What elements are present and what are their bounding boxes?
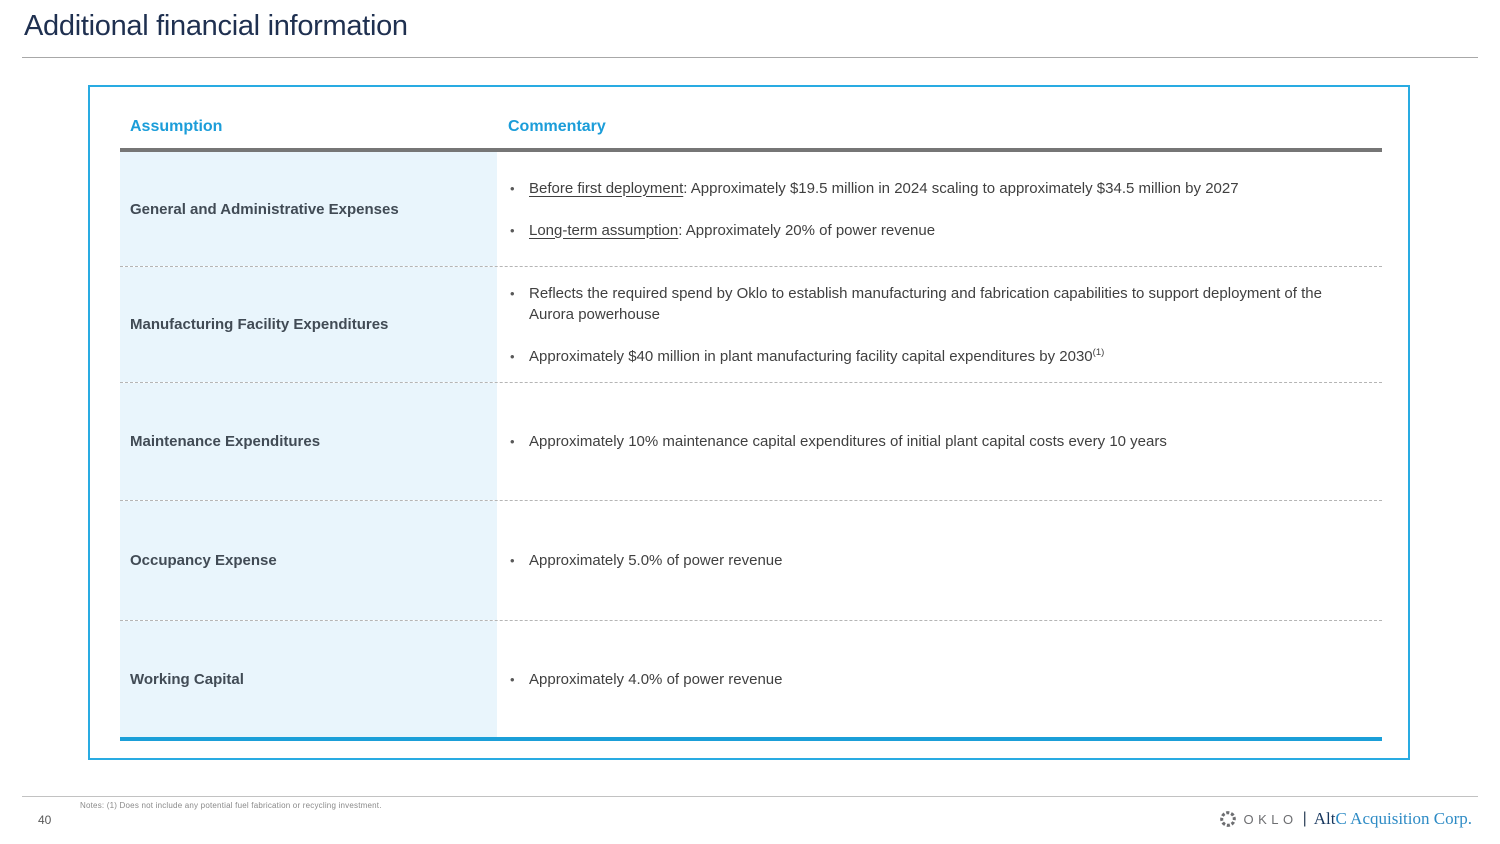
bullet-icon: •: [510, 285, 515, 301]
bullet-icon: •: [510, 348, 515, 364]
commentary-cell: [497, 383, 1382, 500]
bullet-icon: •: [510, 222, 515, 238]
commentary-cell: [497, 267, 1382, 382]
bullet-lead: Long-term assumption: [529, 221, 679, 239]
table-header-row: [120, 87, 1382, 148]
page-number: 40: [38, 813, 52, 827]
bullet-item: [508, 283, 1368, 325]
table-row: [120, 620, 1382, 737]
bullet-text: Reflects the required spend by Oklo to establish manufacturing and fabrication capabilities to support deployment of the Aurora powerhouse: [529, 284, 1322, 323]
page-title: Additional financial information: [24, 10, 408, 42]
bullet-icon: •: [510, 671, 515, 687]
bullet-item: [508, 669, 1368, 690]
table-row: [120, 382, 1382, 500]
assumptions-table: [120, 87, 1382, 741]
assumption-cell: General and Administrative Expenses: [120, 152, 497, 266]
assumption-cell: Working Capital: [120, 621, 497, 737]
bullet-text: : Approximately 20% of power revenue: [678, 221, 936, 239]
bullet-item: [508, 220, 1368, 241]
footnote-marker: (1): [1092, 346, 1105, 358]
commentary-cell: [497, 152, 1382, 266]
bullet-text: Approximately 5.0% of power revenue: [529, 552, 783, 569]
bullet-item: [508, 346, 1368, 367]
assumption-cell: Maintenance Expenditures: [120, 383, 497, 500]
column-header-commentary: Commentary: [508, 118, 606, 135]
bullet-item: [508, 550, 1368, 571]
bullet-text: Approximately 4.0% of power revenue: [529, 670, 783, 688]
bullet-lead: Before first deployment: [529, 179, 684, 197]
assumptions-card: [88, 85, 1410, 760]
commentary-cell: [497, 501, 1382, 620]
bullet-text: Approximately 10% maintenance capital expenditures of initial plant capital costs every 10 years: [529, 433, 1167, 450]
bullet-text: Approximately $40 million in plant manufacturing facility capital expenditures by 2030: [529, 347, 1093, 365]
bullet-text: : Approximately $19.5 million in 2024 scaling to approximately $34.5 million by 2027: [683, 179, 1239, 197]
bullet-icon: •: [510, 434, 515, 449]
title-divider: [22, 57, 1478, 58]
company-logo: [1219, 804, 1473, 834]
commentary-cell: [497, 621, 1382, 737]
assumption-cell: Manufacturing Facility Expenditures: [120, 267, 497, 382]
bullet-icon: •: [510, 180, 515, 196]
column-header-assumption: Assumption: [130, 118, 223, 135]
bullet-icon: •: [510, 553, 515, 568]
altc-wordmark: AltC Acquisition Corp.: [1313, 809, 1472, 828]
table-row: [120, 152, 1382, 266]
assumption-cell: Occupancy Expense: [120, 501, 497, 620]
oklo-ring-icon: [1219, 810, 1237, 828]
bullet-item: [508, 178, 1368, 199]
table-bottom-accent-bar: [120, 737, 1382, 741]
logo-separator: |: [1302, 810, 1307, 827]
bullet-item: [508, 431, 1368, 452]
table-row: [120, 266, 1382, 382]
footnotes: Notes: (1) Does not include any potential fuel fabrication or recycling investment.: [80, 801, 382, 810]
table-row: [120, 500, 1382, 620]
footer-divider: [22, 796, 1478, 797]
oklo-wordmark: OKLO: [1243, 811, 1298, 827]
